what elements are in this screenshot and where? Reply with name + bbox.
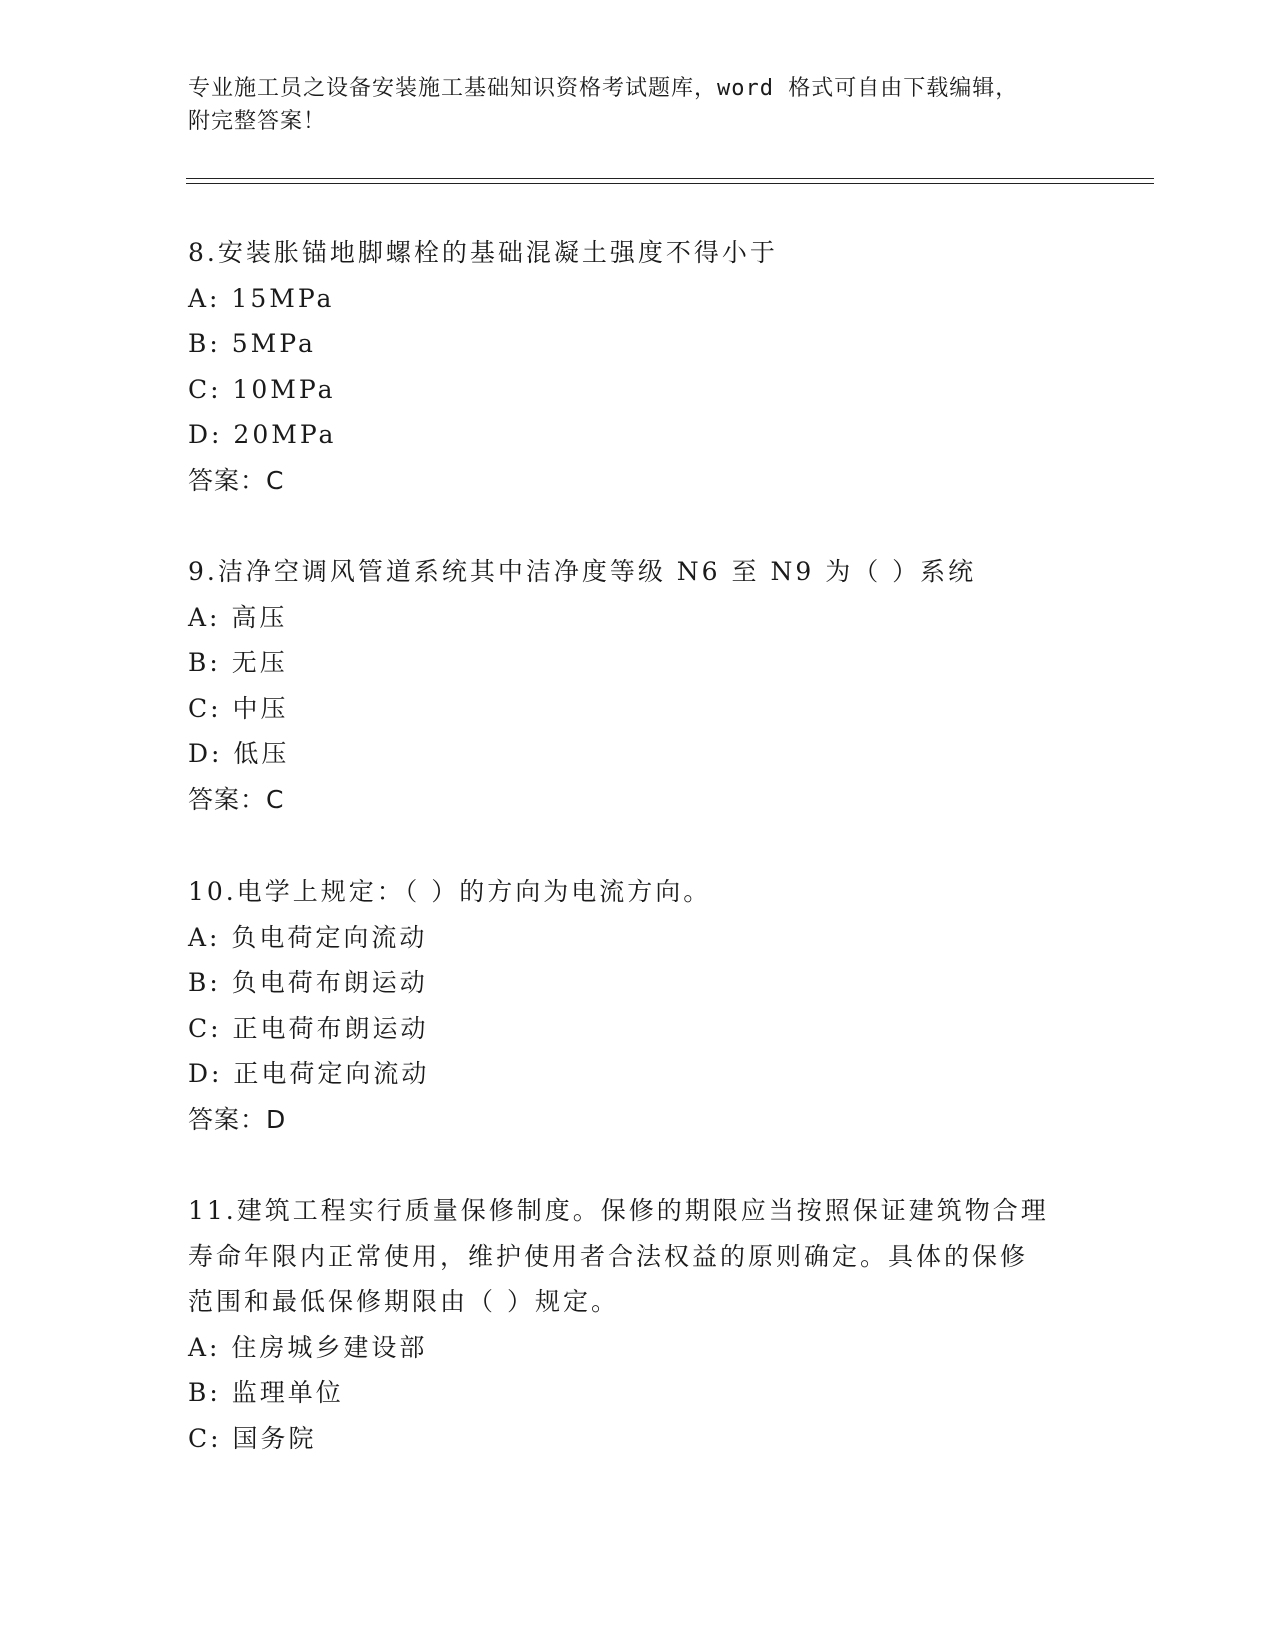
question-11 [188,1188,1088,1461]
header-divider-top [186,178,1154,179]
option-d: D: 20MPa [188,420,337,449]
question-stem: 9.洁净空调风管道系统其中洁净度等级 N6 至 N9 为（ ）系统 [188,557,977,586]
option-c: C: 10MPa [188,374,336,404]
option-c: C: 国务院 [188,1423,317,1453]
option-c: C: 中压 [188,693,289,723]
question-10 [188,869,1088,1142]
document-header [188,72,1088,138]
option-a: A: 15MPa [188,283,335,313]
option-d: D: 低压 [188,739,290,768]
option-d: D: 正电荷定向流动 [188,1059,430,1088]
answer: 答案：C [188,465,285,495]
answer: 答案：D [188,1104,287,1134]
question-stem-line-1: 11.建筑工程实行质量保修制度。保修的期限应当按照保证建筑物合理 [188,1196,1049,1225]
option-b: B: 5MPa [188,329,316,358]
answer: 答案：C [188,784,285,814]
option-b: B: 监理单位 [188,1378,344,1407]
question-stem: 10.电学上规定：（ ）的方向为电流方向。 [188,877,712,906]
question-8 [188,230,1088,503]
option-a: A: 高压 [188,602,288,632]
option-b: B: 无压 [188,648,288,677]
question-9 [188,549,1088,822]
question-stem-line-3: 范围和最低保修期限由（ ）规定。 [188,1287,619,1316]
header-line-1: 专业施工员之设备安装施工基础知识资格考试题库，word 格式可自由下载编辑， [188,76,1019,101]
question-stem: 8.安装胀锚地脚螺栓的基础混凝土强度不得小于 [188,238,778,267]
option-a: A: 负电荷定向流动 [188,922,428,952]
header-line-2: 附完整答案！ [188,109,327,134]
header-divider-bottom [186,183,1154,184]
option-c: C: 正电荷布朗运动 [188,1013,429,1043]
option-b: B: 负电荷布朗运动 [188,968,428,997]
question-stem-line-2: 寿命年限内正常使用，维护使用者合法权益的原则确定。具体的保修 [188,1241,1029,1271]
option-a: A: 住房城乡建设部 [188,1332,428,1362]
